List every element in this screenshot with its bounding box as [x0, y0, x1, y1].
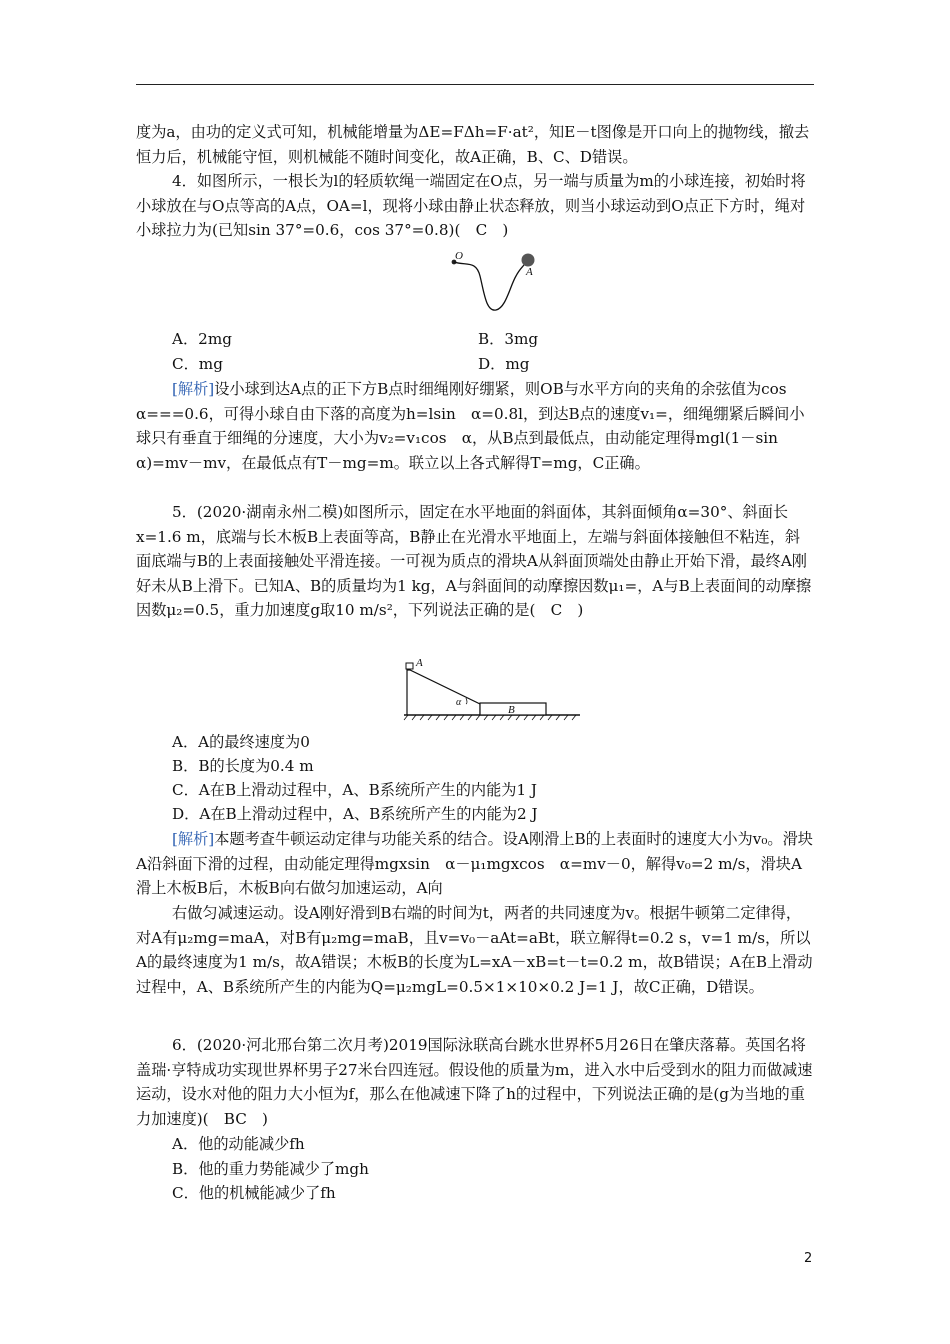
angle-arc-icon	[466, 698, 467, 704]
q5-option-d: D．A在B上滑动过程中，A、B系统所产生的内能为2 J	[172, 805, 538, 823]
q5-analysis-text-1: 本题考查牛顿运动定律与功能关系的结合。设A刚滑上B的上表面时的速度大小为v₀。滑块A沿斜面下滑的过程，由动能定理得mgxsin α－μ₁mgxcos α=mv－0，解得v₀=2 m/s，滑块A滑上木板B后，木板B向右做匀加速运动，A向	[136, 830, 813, 897]
q4-figure	[440, 246, 550, 322]
q5-figure	[400, 658, 585, 722]
ball-icon	[522, 254, 535, 267]
q6-option-b: B．他的重力势能减少了mgh	[172, 1160, 369, 1178]
q4-stem: 4．如图所示，一根长为l的轻质软绳一端固定在O点，另一端与质量为m的小球连接，初始时将小球放在与O点等高的A点，OA=l，现将小球由静止状态释放，则当小球运动到O点正下方时，绳对小球拉力为(已知sin 37°=0.6，cos 37°=0.8)( C )	[136, 172, 806, 239]
q5-analysis-part2: 右做匀减速运动。设A刚好滑到B右端的时间为t，两者的共同速度为v。根据牛顿第二定律得，对A有μ₂mg=maA，对B有μ₂mg=maB，且v=v₀－aAt=aBt，联立解得t=0.2 s，v=1 m/s，所以A的最终速度为1 m/s，故A错误；木板B的长度为L=xA－xB=t－t=0.2 m，故B错误；A在B上滑动过程中，A、B系统所产生的内能为Q=μ₂mgL=0.5×1×10×0.2 J=1 J，故C正确，D错误。	[136, 904, 813, 996]
q6-option-c: C．他的机械能减少了fh	[172, 1184, 336, 1202]
q4-option-a: A．2mg	[172, 330, 232, 348]
slider-a-icon	[406, 663, 413, 669]
q5-analysis-part1	[136, 827, 814, 901]
incline-icon	[407, 670, 480, 715]
q5-label-a: A	[416, 658, 423, 669]
q4-option-d: D．mg	[478, 355, 530, 373]
q6-stem: 6．(2020·河北邢台第二次月考)2019国际泳联高台跳水世界杯5月26日在肇庆落幕。英国名将盖瑞·亨特成功实现世界杯男子27米台四连冠。假设他的质量为m，进入水中后受到水的阻力而做减速运动，设水对他的阻力大小恒为f，那么在他减速下降了h的过程中，下列说法正确的是(g为当地的重力加速度)( BC )	[136, 1036, 813, 1128]
header-rule	[136, 84, 814, 85]
page-number: 2	[804, 1251, 813, 1266]
q4-label-o: O	[455, 250, 463, 262]
q5-analysis-tag: [解析]	[172, 830, 215, 848]
q4-analysis	[136, 377, 814, 475]
q4-analysis-tag: [解析]	[172, 380, 215, 398]
q5-stem: 5．(2020·湖南永州二模)如图所示，固定在水平地面的斜面体，其斜面倾角α=30°、斜面长x=1.6 m，底端与长木板B上表面等高，B静止在光滑水平地面上，左端与斜面体接触但不粘连，斜面底端与B的上表面接触处平滑连接。一可视为质点的滑块A从斜面顶端处由静止开始下滑，最终A刚好未从B上滑下。已知A、B的质量均为1 kg，A与斜面间的动摩擦因数μ₁=，A与B上表面间的动摩擦因数μ₂=0.5，重力加速度g取10 m/s²，下列说法正确的是( C )	[136, 503, 812, 619]
q5-option-a: A．A的最终速度为0	[172, 733, 310, 751]
q5-option-c: C．A在B上滑动过程中，A、B系统所产生的内能为1 J	[172, 781, 538, 799]
q4-label-a: A	[526, 266, 533, 278]
prev-answer-text: 度为a，由功的定义式可知，机械能增量为ΔE=FΔh=F·at²，知E－t图像是开口向上的抛物线，撤去恒力后，机械能守恒，则机械能不随时间变化，故A正确，B、C、D错误。	[136, 123, 810, 166]
q4-option-b: B．3mg	[478, 330, 539, 348]
q6-option-a: A．他的动能减少fh	[172, 1135, 305, 1153]
rope-icon	[454, 262, 526, 310]
q5-option-b: B．B的长度为0.4 m	[172, 757, 314, 775]
q4-analysis-text: 设小球到达A点的正下方B点时细绳刚好绷紧，则OB与水平方向的夹角的余弦值为cos α===0.6，可得小球自由下落的高度为h=lsin α=0.8l，到达B点的速度v₁=，细绳绷紧后瞬间小球只有垂直于细绳的分速度，大小为v₂=v₁cos α，从B点到最低点，由动能定理得mgl(1－sin α)=mv－mv，在最低点有T－mg=m。联立以上各式解得T=mg，C正确。	[136, 380, 805, 472]
q5-label-b: B	[508, 704, 515, 716]
q4-option-c: C．mg	[172, 355, 223, 373]
q5-label-alpha: α	[456, 697, 462, 708]
